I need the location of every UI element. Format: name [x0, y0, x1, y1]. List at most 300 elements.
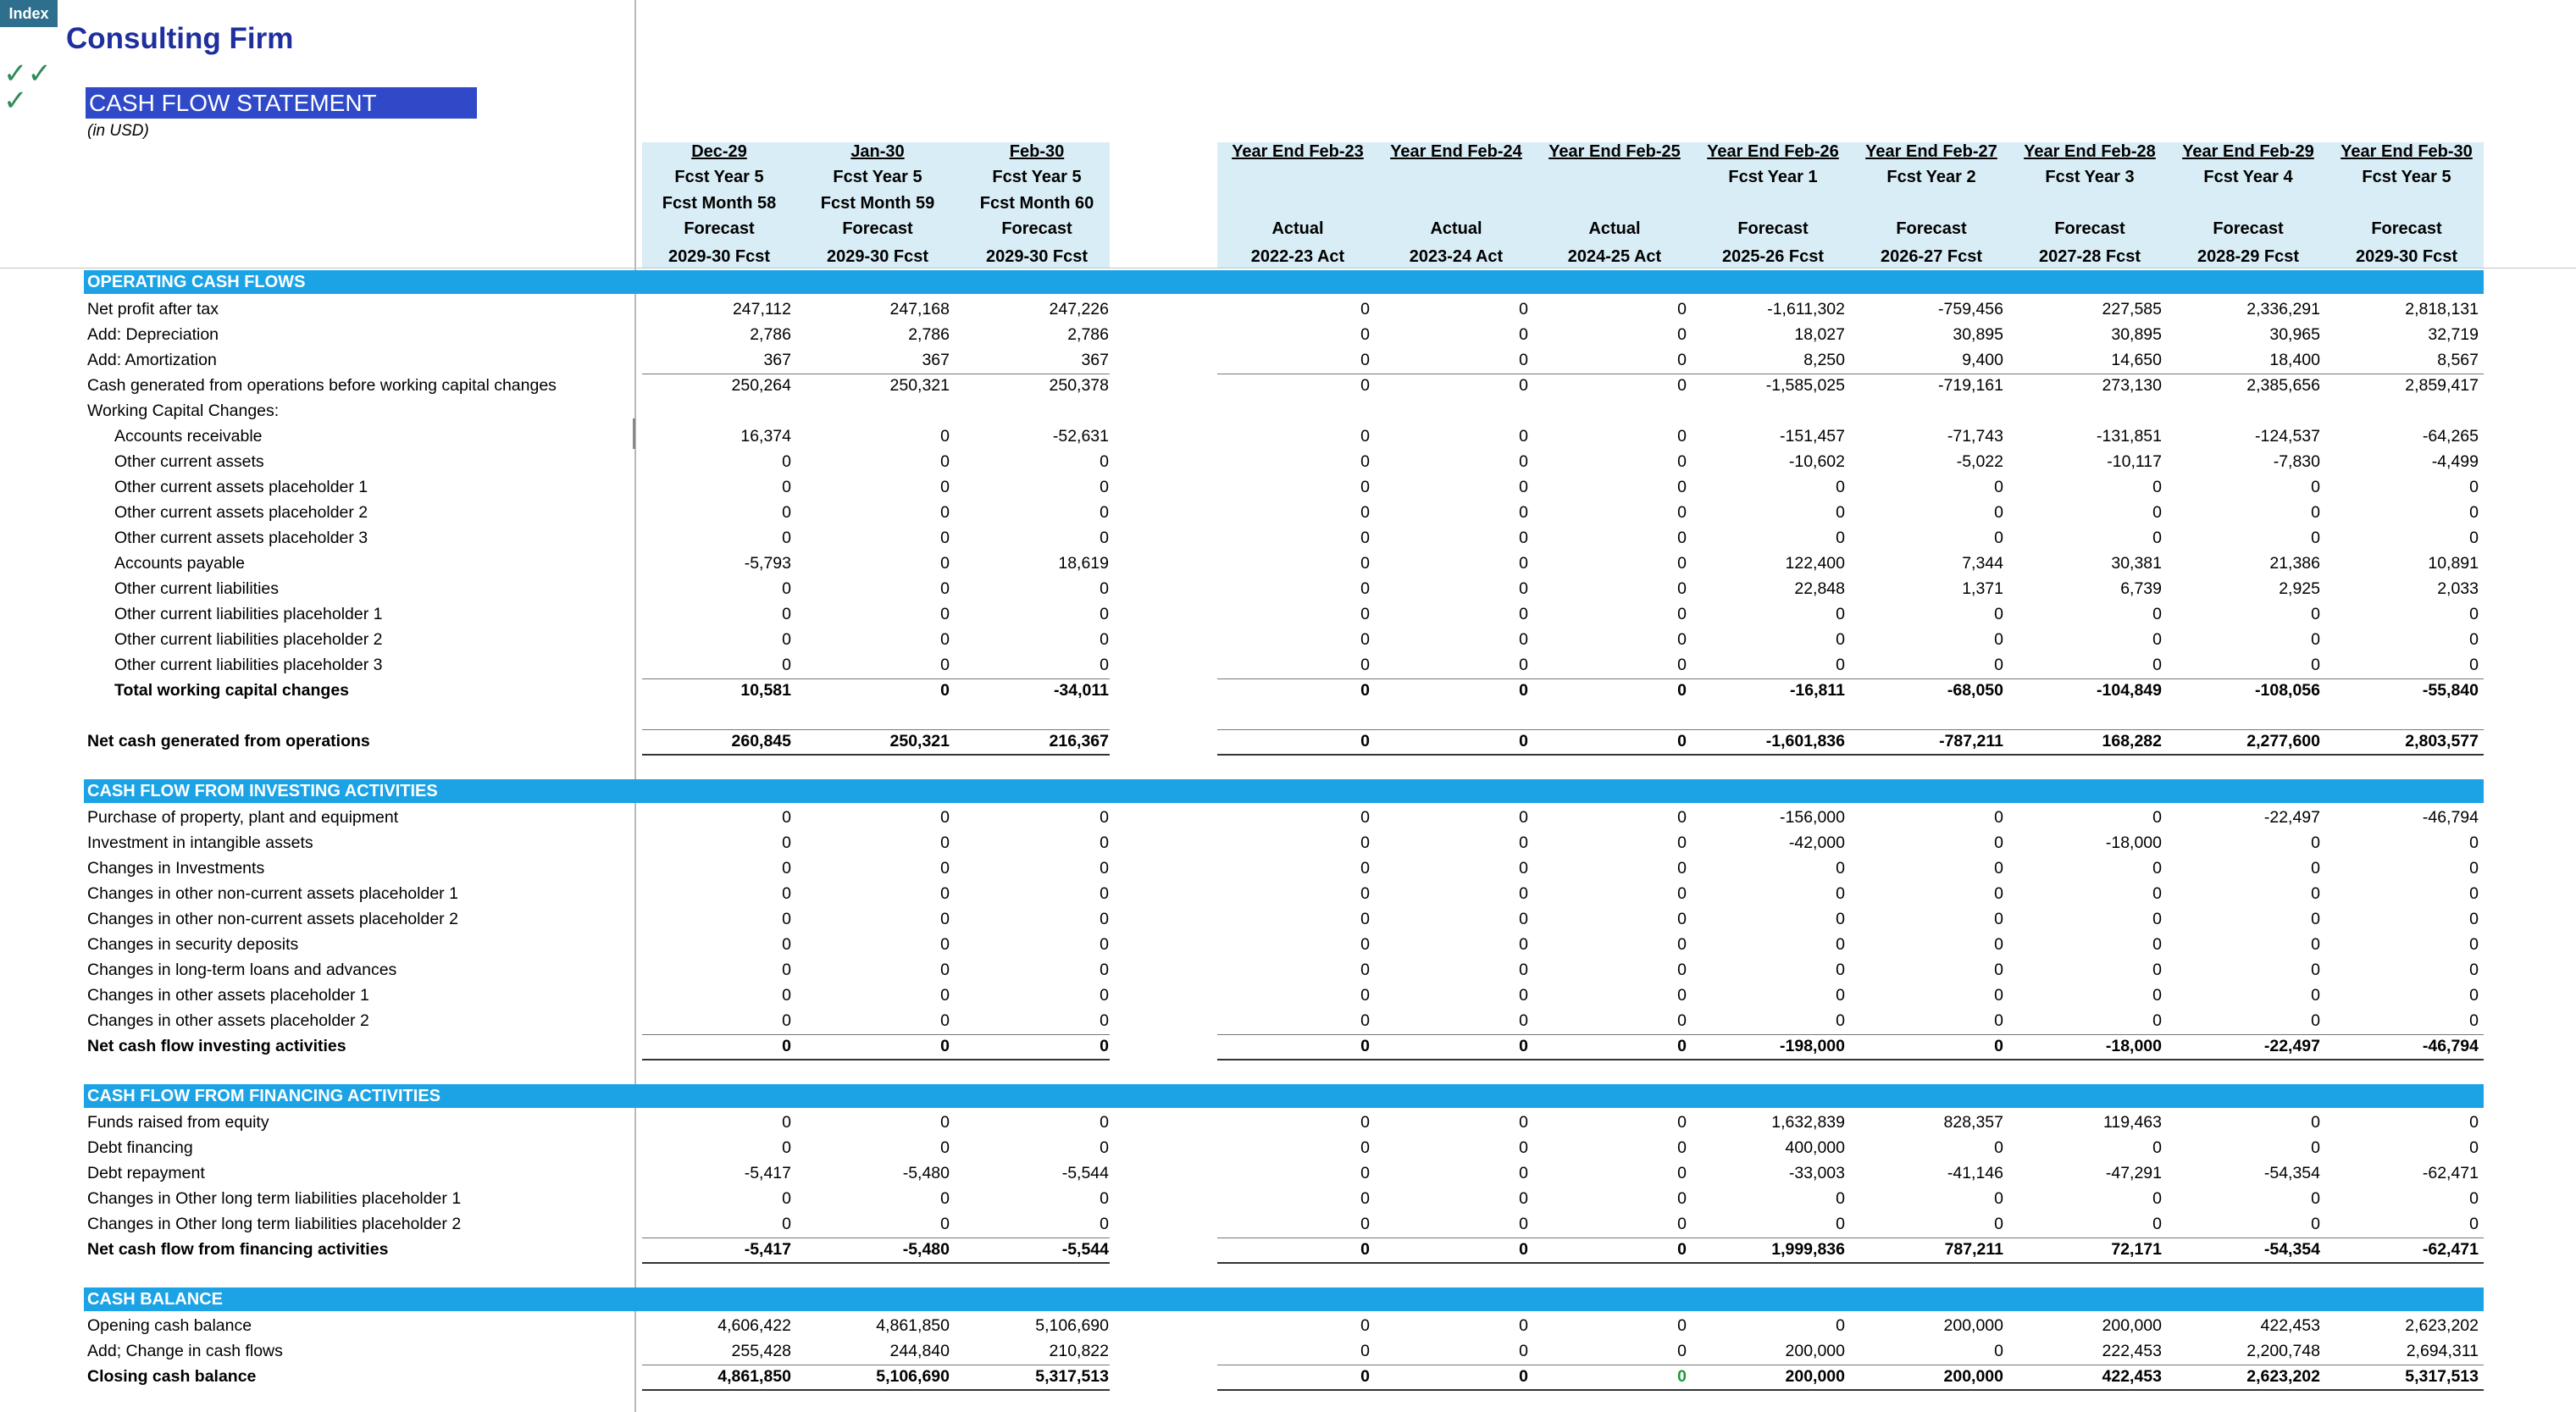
table-cell[interactable]: 0	[1677, 478, 1687, 496]
table-cell[interactable]: 0	[1100, 630, 1109, 649]
table-cell[interactable]: 255,428	[731, 1342, 791, 1360]
table-cell[interactable]: 0	[1100, 833, 1109, 852]
table-cell[interactable]: 0	[1519, 961, 1528, 979]
table-cell[interactable]: 0	[940, 681, 950, 700]
table-cell[interactable]: 0	[782, 910, 791, 928]
table-cell[interactable]: 0	[2469, 986, 2479, 1005]
column-header-h3[interactable]: Fcst Month 59	[820, 194, 935, 213]
table-cell[interactable]: -5,544	[1061, 1164, 1109, 1182]
table-cell[interactable]: 9,400	[1962, 351, 2003, 369]
column-header-h4[interactable]: Forecast	[1896, 219, 1967, 238]
table-cell[interactable]: -16,811	[1789, 681, 1845, 700]
table-cell[interactable]: 0	[2152, 630, 2162, 649]
table-cell[interactable]: 0	[2311, 1011, 2320, 1030]
table-cell[interactable]: 0	[940, 554, 950, 573]
table-cell[interactable]: 2,623,202	[2405, 1316, 2479, 1335]
table-cell[interactable]: 0	[782, 579, 791, 598]
table-cell[interactable]: 0	[940, 1215, 950, 1233]
table-cell[interactable]: 0	[1677, 452, 1687, 471]
table-cell[interactable]: 787,211	[1944, 1240, 2003, 1259]
table-cell[interactable]: -5,417	[744, 1240, 791, 1259]
column-header-h5[interactable]: 2023-24 Act	[1409, 247, 1504, 266]
column-header-h5[interactable]: 2029-30 Fcst	[826, 247, 929, 266]
table-cell[interactable]: 0	[1677, 579, 1687, 598]
table-cell[interactable]: 0	[1677, 808, 1687, 827]
table-cell[interactable]: 422,453	[2260, 1316, 2320, 1335]
table-cell[interactable]: 367	[1081, 351, 1109, 369]
column-header-h1[interactable]: Year End Feb-26	[1707, 142, 1839, 161]
table-cell[interactable]: -131,851	[2097, 427, 2162, 446]
table-cell[interactable]: 0	[2311, 1138, 2320, 1157]
table-cell[interactable]: 4,861,850	[717, 1367, 791, 1386]
table-cell[interactable]: 0	[1994, 630, 2003, 649]
column-header-h5[interactable]: 2027-28 Fcst	[2038, 247, 2141, 266]
table-cell[interactable]: 0	[1519, 300, 1528, 318]
table-cell[interactable]: 0	[1519, 427, 1528, 446]
table-cell[interactable]: 5,106,690	[876, 1367, 950, 1386]
table-cell[interactable]: 0	[940, 427, 950, 446]
table-cell[interactable]: 0	[1360, 1189, 1370, 1208]
table-cell[interactable]: 0	[940, 986, 950, 1005]
table-cell[interactable]: 72,171	[2111, 1240, 2162, 1259]
table-cell[interactable]: 0	[1100, 808, 1109, 827]
table-cell[interactable]: 0	[782, 935, 791, 954]
table-cell[interactable]: 0	[940, 1037, 950, 1055]
table-cell[interactable]: -42,000	[1788, 833, 1845, 852]
table-cell[interactable]: 0	[1360, 376, 1370, 395]
table-cell[interactable]: -18,000	[2105, 833, 2162, 852]
column-header-h2[interactable]: Fcst Year 1	[1728, 168, 1818, 186]
table-cell[interactable]: 2,277,600	[2246, 732, 2320, 750]
table-cell[interactable]: 0	[1360, 935, 1370, 954]
table-cell[interactable]: -46,794	[2422, 1037, 2479, 1055]
table-cell[interactable]: 18,400	[2269, 351, 2320, 369]
table-cell[interactable]: 0	[1994, 656, 2003, 674]
table-cell[interactable]	[1212, 398, 1370, 424]
table-cell[interactable]: 0	[1100, 605, 1109, 623]
column-header-h4[interactable]: Forecast	[2213, 219, 2284, 238]
table-cell[interactable]: 0	[1836, 503, 1845, 522]
table-cell[interactable]: 0	[1360, 478, 1370, 496]
table-cell[interactable]: 0	[1360, 859, 1370, 878]
table-cell[interactable]: 0	[1100, 1113, 1109, 1132]
column-header-h1[interactable]: Year End Feb-29	[2182, 142, 2314, 161]
table-cell[interactable]: 0	[1677, 1113, 1687, 1132]
table-cell[interactable]: 0	[782, 986, 791, 1005]
table-cell[interactable]: -46,794	[2422, 808, 2479, 827]
table-cell[interactable]	[1846, 398, 2003, 424]
table-cell[interactable]: 7,344	[1962, 554, 2003, 573]
table-cell[interactable]: 400,000	[1785, 1138, 1845, 1157]
table-cell[interactable]: 0	[1677, 681, 1687, 700]
table-cell[interactable]: 0	[1100, 935, 1109, 954]
table-cell[interactable]: 0	[1360, 1342, 1370, 1360]
table-cell[interactable]: -759,456	[1938, 300, 2003, 318]
table-cell[interactable]: 2,694,311	[2406, 1342, 2479, 1360]
table-cell[interactable]: 0	[782, 1037, 791, 1055]
table-cell[interactable]: 0	[1360, 529, 1370, 547]
table-cell[interactable]	[1529, 398, 1687, 424]
table-cell[interactable]: 0	[1360, 427, 1370, 446]
column-header-h5[interactable]: 2024-25 Act	[1567, 247, 1662, 266]
table-cell[interactable]: 0	[1994, 859, 2003, 878]
column-header-h2[interactable]: Fcst Year 3	[2045, 168, 2135, 186]
column-header-h2[interactable]: Fcst Year 5	[833, 168, 922, 186]
table-cell[interactable]: 0	[2469, 910, 2479, 928]
table-cell[interactable]: 0	[1677, 1189, 1687, 1208]
table-cell[interactable]: 0	[1360, 503, 1370, 522]
table-cell[interactable]: 250,321	[889, 732, 950, 750]
table-cell[interactable]: 0	[1994, 1037, 2003, 1055]
table-cell[interactable]: 0	[1677, 1037, 1687, 1055]
table-cell[interactable]: 21,386	[2269, 554, 2320, 573]
table-cell[interactable]: 0	[2311, 605, 2320, 623]
table-cell[interactable]: 1,371	[1962, 579, 2003, 598]
table-cell[interactable]: 0	[1836, 529, 1845, 547]
table-cell[interactable]: 18,619	[1058, 554, 1109, 573]
table-cell[interactable]: -34,011	[1053, 681, 1109, 700]
table-cell[interactable]: 0	[1100, 452, 1109, 471]
table-cell[interactable]: 0	[1677, 1215, 1687, 1233]
table-cell[interactable]: 0	[1519, 656, 1528, 674]
table-cell[interactable]: 0	[2469, 1138, 2479, 1157]
table-cell[interactable]: 0	[1994, 986, 2003, 1005]
table-cell[interactable]: 0	[1519, 884, 1528, 903]
column-header-h5[interactable]: 2026-27 Fcst	[1880, 247, 1983, 266]
column-header-h4[interactable]: Actual	[1271, 219, 1324, 238]
table-cell[interactable]: 200,000	[2102, 1316, 2162, 1335]
table-cell[interactable]: 210,822	[1049, 1342, 1109, 1360]
table-cell[interactable]: 0	[1360, 1037, 1370, 1055]
table-cell[interactable]: 0	[1100, 478, 1109, 496]
table-cell[interactable]	[2163, 398, 2320, 424]
table-cell[interactable]: -22,497	[2263, 808, 2320, 827]
table-cell[interactable]: 0	[940, 1113, 950, 1132]
table-cell[interactable]: -151,457	[1780, 427, 1845, 446]
table-cell[interactable]: 0	[782, 503, 791, 522]
table-cell[interactable]: 0	[940, 1189, 950, 1208]
table-cell[interactable]: 0	[1519, 1164, 1528, 1182]
column-header-h4[interactable]: Forecast	[842, 219, 913, 238]
table-cell[interactable]: -787,211	[1939, 732, 2003, 750]
table-cell[interactable]: 1,999,836	[1771, 1240, 1845, 1259]
table-cell[interactable]: 0	[1677, 1367, 1687, 1386]
table-cell[interactable]: 0	[1677, 427, 1687, 446]
table-cell[interactable]: 0	[1677, 300, 1687, 318]
index-button[interactable]: Index	[0, 0, 58, 27]
table-cell[interactable]: 0	[1677, 859, 1687, 878]
table-cell[interactable]: 18,027	[1794, 325, 1845, 344]
table-cell[interactable]: 0	[1836, 1011, 1845, 1030]
table-cell[interactable]: 0	[2152, 1138, 2162, 1157]
table-cell[interactable]: 0	[1360, 300, 1370, 318]
column-header-h2[interactable]: Fcst Year 5	[674, 168, 764, 186]
column-header-h2[interactable]: Fcst Year 4	[2203, 168, 2293, 186]
table-cell[interactable]: 0	[1836, 1215, 1845, 1233]
table-cell[interactable]: 0	[1519, 1037, 1528, 1055]
table-cell[interactable]: 0	[1836, 630, 1845, 649]
table-cell[interactable]: -5,417	[744, 1164, 791, 1182]
table-cell[interactable]: 0	[1677, 1342, 1687, 1360]
table-cell[interactable]: 0	[782, 630, 791, 649]
column-header-h5[interactable]: 2025-26 Fcst	[1721, 247, 1825, 266]
table-cell[interactable]	[792, 398, 950, 424]
table-cell[interactable]: 32,719	[2428, 325, 2479, 344]
table-cell[interactable]	[2321, 398, 2479, 424]
table-cell[interactable]: 0	[1360, 656, 1370, 674]
table-cell[interactable]: 247,168	[889, 300, 950, 318]
table-cell[interactable]	[1687, 398, 1845, 424]
table-cell[interactable]: 0	[940, 859, 950, 878]
column-header-h5[interactable]: 2029-30 Fcst	[2355, 247, 2458, 266]
table-cell[interactable]: 0	[940, 1138, 950, 1157]
table-cell[interactable]: 0	[2469, 1011, 2479, 1030]
table-cell[interactable]: 0	[1994, 478, 2003, 496]
table-cell[interactable]: 0	[2311, 1189, 2320, 1208]
column-header-h1[interactable]: Year End Feb-30	[2341, 142, 2473, 161]
table-cell[interactable]: 0	[1100, 579, 1109, 598]
table-cell[interactable]: -5,480	[902, 1240, 950, 1259]
table-cell[interactable]: 0	[2469, 605, 2479, 623]
table-cell[interactable]: -52,631	[1052, 427, 1109, 446]
table-cell[interactable]: 0	[1994, 935, 2003, 954]
table-cell[interactable]: 216,367	[1049, 732, 1109, 750]
table-cell[interactable]: 0	[1360, 554, 1370, 573]
table-cell[interactable]: -198,000	[1780, 1037, 1845, 1055]
table-cell[interactable]: 0	[1677, 935, 1687, 954]
column-header-h3[interactable]: Fcst Month 60	[979, 194, 1094, 213]
table-cell[interactable]: 0	[2469, 656, 2479, 674]
table-cell[interactable]: 8,250	[1803, 351, 1845, 369]
table-cell[interactable]: 0	[940, 529, 950, 547]
table-cell[interactable]: 367	[763, 351, 791, 369]
table-cell[interactable]: 0	[1836, 605, 1845, 623]
table-cell[interactable]: 0	[2152, 656, 2162, 674]
table-cell[interactable]: 0	[1519, 452, 1528, 471]
table-cell[interactable]: 2,859,417	[2405, 376, 2479, 395]
table-cell[interactable]: 16,374	[740, 427, 791, 446]
table-cell[interactable]: 0	[1360, 325, 1370, 344]
table-cell[interactable]: 30,381	[2111, 554, 2162, 573]
table-cell[interactable]: 0	[1360, 1316, 1370, 1335]
table-cell[interactable]: 0	[1360, 452, 1370, 471]
table-cell[interactable]: 0	[1677, 986, 1687, 1005]
table-cell[interactable]: 0	[940, 884, 950, 903]
table-cell[interactable]: 227,585	[2102, 300, 2162, 318]
column-header-h2[interactable]: Fcst Year 2	[1886, 168, 1976, 186]
table-cell[interactable]: 0	[1519, 1215, 1528, 1233]
table-cell[interactable]: 0	[2152, 884, 2162, 903]
column-header-h1[interactable]: Feb-30	[1009, 142, 1065, 161]
table-cell[interactable]: -54,354	[2263, 1164, 2320, 1182]
column-header-h1[interactable]: Year End Feb-23	[1232, 142, 1364, 161]
table-cell[interactable]: 0	[2311, 503, 2320, 522]
table-cell[interactable]: 0	[2311, 1215, 2320, 1233]
table-cell[interactable]: 0	[782, 833, 791, 852]
table-cell[interactable]: 0	[1519, 579, 1528, 598]
table-cell[interactable]: 0	[1519, 808, 1528, 827]
table-cell[interactable]: 30,895	[1953, 325, 2003, 344]
table-cell[interactable]: 200,000	[1785, 1342, 1845, 1360]
table-cell[interactable]: 0	[1677, 605, 1687, 623]
table-cell[interactable]: 0	[940, 961, 950, 979]
table-cell[interactable]: 0	[940, 1011, 950, 1030]
table-cell[interactable]: 0	[1100, 1138, 1109, 1157]
table-cell[interactable]: 0	[1836, 1189, 1845, 1208]
column-header-h3[interactable]: Fcst Month 58	[662, 194, 777, 213]
table-cell[interactable]: 0	[1100, 859, 1109, 878]
table-cell[interactable]: 0	[2152, 935, 2162, 954]
table-cell[interactable]: 0	[1836, 910, 1845, 928]
table-cell[interactable]: 0	[1100, 884, 1109, 903]
table-cell[interactable]: 8,567	[2437, 351, 2479, 369]
table-cell[interactable]: -10,117	[2107, 452, 2162, 471]
table-cell[interactable]: 2,200,748	[2246, 1342, 2320, 1360]
table-cell[interactable]: 4,861,850	[876, 1316, 950, 1335]
table-cell[interactable]: 0	[1677, 529, 1687, 547]
table-cell[interactable]: 0	[2152, 1011, 2162, 1030]
table-cell[interactable]: -124,537	[2255, 427, 2320, 446]
table-cell[interactable]: 0	[1994, 605, 2003, 623]
table-cell[interactable]: -1,601,836	[1765, 732, 1845, 750]
table-cell[interactable]: 0	[2152, 605, 2162, 623]
table-cell[interactable]: 0	[2152, 1215, 2162, 1233]
table-cell[interactable]: 0	[1677, 961, 1687, 979]
table-cell[interactable]: 4,606,422	[717, 1316, 791, 1335]
column-header-h1[interactable]: Year End Feb-28	[2024, 142, 2156, 161]
table-cell[interactable]: 0	[2311, 656, 2320, 674]
table-cell[interactable]: 0	[1519, 910, 1528, 928]
table-cell[interactable]: 247,226	[1049, 300, 1109, 318]
table-cell[interactable]: 0	[1100, 503, 1109, 522]
table-cell[interactable]: 0	[1677, 1011, 1687, 1030]
table-cell[interactable]: 5,317,513	[1035, 1367, 1109, 1386]
table-cell[interactable]: 2,786	[908, 325, 950, 344]
table-cell[interactable]: -68,050	[1947, 681, 2003, 700]
table-cell[interactable]: 0	[2152, 478, 2162, 496]
table-cell[interactable]: 0	[1994, 503, 2003, 522]
table-cell[interactable]: 0	[2152, 910, 2162, 928]
table-cell[interactable]: -62,471	[2422, 1240, 2479, 1259]
table-cell[interactable]: 0	[1360, 1011, 1370, 1030]
table-cell[interactable]: 0	[1677, 833, 1687, 852]
table-cell[interactable]: -33,003	[1788, 1164, 1845, 1182]
table-cell[interactable]: 0	[782, 1189, 791, 1208]
table-cell[interactable]: 6,739	[2120, 579, 2162, 598]
table-cell[interactable]: -5,544	[1061, 1240, 1109, 1259]
table-cell[interactable]: 0	[1519, 986, 1528, 1005]
table-cell[interactable]: 200,000	[1785, 1367, 1845, 1386]
table-cell[interactable]: 0	[2469, 859, 2479, 878]
table-cell[interactable]: -10,602	[1788, 452, 1845, 471]
table-cell[interactable]: 0	[1519, 859, 1528, 878]
table-cell[interactable]: 0	[1519, 833, 1528, 852]
table-cell[interactable]: 222,453	[2102, 1342, 2162, 1360]
table-cell[interactable]: 0	[1100, 1215, 1109, 1233]
table-cell[interactable]: 0	[940, 452, 950, 471]
table-cell[interactable]: 0	[1360, 605, 1370, 623]
table-cell[interactable]: -47,291	[2105, 1164, 2162, 1182]
table-cell[interactable]: 0	[782, 808, 791, 827]
table-cell[interactable]: 0	[782, 605, 791, 623]
table-cell[interactable]: 0	[1994, 1011, 2003, 1030]
table-cell[interactable]: 2,385,656	[2246, 376, 2320, 395]
table-cell[interactable]: 0	[1994, 1138, 2003, 1157]
table-cell[interactable]: 0	[782, 529, 791, 547]
table-cell[interactable]: 0	[1677, 910, 1687, 928]
table-cell[interactable]: 0	[1519, 1342, 1528, 1360]
table-cell[interactable]: 119,463	[2102, 1113, 2162, 1132]
table-cell[interactable]: 0	[2152, 961, 2162, 979]
column-header-h1[interactable]: Year End Feb-24	[1390, 142, 1522, 161]
column-header-h5[interactable]: 2028-29 Fcst	[2197, 247, 2300, 266]
table-cell[interactable]	[1371, 398, 1528, 424]
table-cell[interactable]: 0	[1519, 681, 1528, 700]
table-cell[interactable]: 0	[1100, 529, 1109, 547]
table-cell[interactable]: 0	[2311, 859, 2320, 878]
table-cell[interactable]: 0	[1360, 910, 1370, 928]
table-cell[interactable]: 0	[1994, 529, 2003, 547]
table-cell[interactable]: 0	[1836, 961, 1845, 979]
table-cell[interactable]: 250,378	[1049, 376, 1109, 395]
table-cell[interactable]: 0	[2311, 910, 2320, 928]
table-cell[interactable]: 0	[782, 1011, 791, 1030]
table-cell[interactable]: 0	[1360, 808, 1370, 827]
table-cell[interactable]: -1,611,302	[1767, 300, 1845, 318]
table-cell[interactable]: 0	[1100, 1011, 1109, 1030]
table-cell[interactable]: 422,453	[2102, 1367, 2162, 1386]
table-cell[interactable]: 2,925	[2279, 579, 2320, 598]
column-header-h4[interactable]: Forecast	[1737, 219, 1809, 238]
table-cell[interactable]: 2,623,202	[2246, 1367, 2320, 1386]
table-cell[interactable]: 0	[1519, 605, 1528, 623]
table-cell[interactable]: 0	[2152, 1189, 2162, 1208]
table-cell[interactable]: 0	[1100, 656, 1109, 674]
table-cell[interactable]: 0	[2311, 478, 2320, 496]
table-cell[interactable]: 0	[1360, 1367, 1370, 1386]
table-cell[interactable]: 0	[1360, 1240, 1370, 1259]
table-cell[interactable]: 0	[1519, 325, 1528, 344]
table-cell[interactable]: 0	[1994, 808, 2003, 827]
table-cell[interactable]: 244,840	[889, 1342, 950, 1360]
table-cell[interactable]: 0	[782, 884, 791, 903]
table-cell[interactable]: 0	[1519, 351, 1528, 369]
table-cell[interactable]: 0	[1677, 1240, 1687, 1259]
table-cell[interactable]: 0	[2469, 833, 2479, 852]
table-cell[interactable]: -4,499	[2431, 452, 2479, 471]
table-cell[interactable]: 828,357	[1943, 1113, 2003, 1132]
table-cell[interactable]: 5,317,513	[2405, 1367, 2479, 1386]
table-cell[interactable]: 0	[1519, 376, 1528, 395]
table-cell[interactable]: 0	[2469, 1113, 2479, 1132]
table-cell[interactable]: 0	[1360, 833, 1370, 852]
table-cell[interactable]: 0	[2469, 478, 2479, 496]
table-cell[interactable]: 200,000	[1943, 1316, 2003, 1335]
table-cell[interactable]: 0	[1994, 1215, 2003, 1233]
table-cell[interactable]: 0	[1360, 1138, 1370, 1157]
table-cell[interactable]: 0	[1994, 1342, 2003, 1360]
table-cell[interactable]: 250,321	[889, 376, 950, 395]
table-cell[interactable]: -54,354	[2263, 1240, 2320, 1259]
table-cell[interactable]: 2,818,131	[2405, 300, 2479, 318]
table-cell[interactable]: 0	[2469, 1215, 2479, 1233]
table-cell[interactable]: 2,786	[750, 325, 791, 344]
table-cell[interactable]: 0	[1519, 1138, 1528, 1157]
table-cell[interactable]: 0	[1519, 935, 1528, 954]
table-cell[interactable]: -1,585,025	[1765, 376, 1845, 395]
table-cell[interactable]: -5,022	[1956, 452, 2003, 471]
table-cell[interactable]: -156,000	[1780, 808, 1845, 827]
